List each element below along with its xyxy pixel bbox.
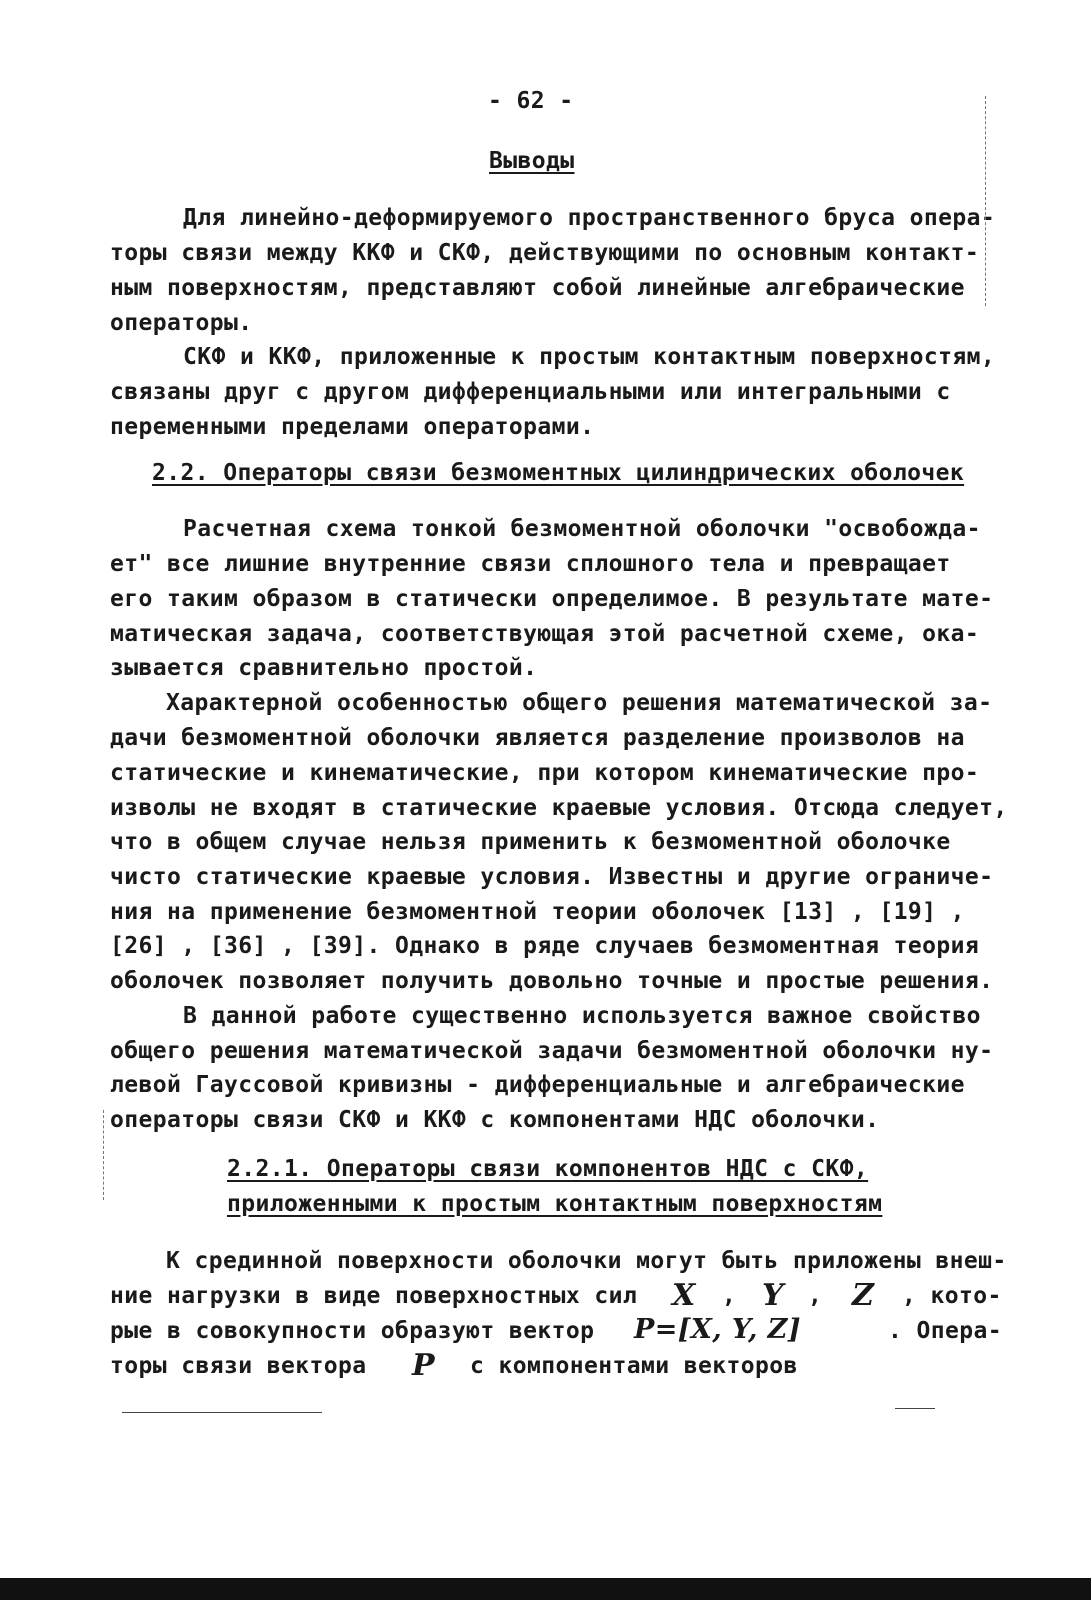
paragraph-line: СКФ и ККФ, приложенные к простым контактным поверхностям,	[183, 344, 996, 370]
paragraph-line: операторы связи СКФ и ККФ с компонентами НДС оболочки.	[110, 1107, 880, 1133]
section-2-2-heading: 2.2. Операторы связи безмоментных цилиндрических оболочек	[152, 460, 965, 486]
paragraph-line: Характерной особенностью общего решения математической за-	[166, 690, 993, 716]
paragraph-line: рые в совокупности образуют вектор	[110, 1318, 595, 1344]
comma: ,	[808, 1283, 823, 1309]
paragraph-line: Расчетная схема тонкой безмоментной оболочки "освобожда-	[183, 516, 981, 542]
paragraph-line: , кото-	[902, 1283, 1002, 1309]
conclusions-heading: Выводы	[489, 148, 575, 174]
paragraph-line: связаны друг с другом дифференциальными или интегральными с	[110, 379, 951, 405]
paragraph-line: Для линейно-деформируемого пространственного бруса опера-	[183, 205, 996, 231]
paragraph-line: матическая задача, соответствующая этой расчетной схеме, ока-	[110, 621, 980, 647]
paragraph-line: общего решения математической задачи безмоментной оболочки ну-	[110, 1038, 994, 1064]
symbol-y: Y	[762, 1278, 784, 1313]
symbol-x: X	[672, 1278, 696, 1313]
paragraph-line: К срединной поверхности оболочки могут быть приложены внеш-	[166, 1248, 1007, 1274]
paragraph-line: его таким образом в статически определимое. В результате мате-	[110, 586, 994, 612]
section-2-2-1-heading-line2: приложенными к простым контактным поверхностям	[227, 1191, 883, 1217]
paragraph-line: с компонентами векторов	[470, 1353, 798, 1379]
paragraph-line: оболочек позволяет получить довольно точные и простые решения.	[110, 968, 994, 994]
scan-artifact-line	[122, 1412, 322, 1413]
symbol-z: Z	[852, 1278, 875, 1313]
paragraph-line: операторы.	[110, 310, 253, 336]
paragraph-line: В данной работе существенно используется важное свойство	[183, 1003, 981, 1029]
scan-artifact-line	[895, 1408, 935, 1409]
paragraph-line: . Опера-	[888, 1318, 1002, 1344]
paragraph-line: чисто статические краевые условия. Известны и другие ограниче-	[110, 864, 994, 890]
scan-artifact-margin	[985, 96, 986, 306]
paragraph-line: торы связи вектора	[110, 1353, 367, 1379]
scan-bottom-edge	[0, 1578, 1091, 1600]
paragraph-line: ет" все лишние внутренние связи сплошного тела и превращает	[110, 551, 951, 577]
paragraph-line: ние нагрузки в виде поверхностных сил	[110, 1283, 638, 1309]
paragraph-line: изволы не входят в статические краевые условия. Отсюда следует,	[110, 795, 1008, 821]
paragraph-line: [26] , [36] , [39]. Однако в ряде случаев безмоментная теория	[110, 933, 980, 959]
section-2-2-1-heading-line1: 2.2.1. Операторы связи компонентов НДС с СКФ,	[227, 1156, 869, 1182]
paragraph-line: зывается сравнительно простой.	[110, 655, 538, 681]
page-number: - 62 -	[488, 88, 574, 114]
paragraph-line: ным поверхностям, представляют собой линейные алгебраические	[110, 275, 965, 301]
comma: ,	[722, 1283, 737, 1309]
symbol-p: P	[412, 1348, 435, 1383]
scan-artifact-margin	[103, 1110, 104, 1200]
paragraph-line: статические и кинематические, при котором кинематические про-	[110, 760, 980, 786]
paragraph-line: торы связи между ККФ и СКФ, действующими по основным контакт-	[110, 240, 980, 266]
paragraph-line: дачи безмоментной оболочки является разделение произволов на	[110, 725, 965, 751]
paragraph-line: что в общем случае нельзя применить к безмоментной оболочке	[110, 829, 951, 855]
paragraph-line: левой Гауссовой кривизны - дифференциальные и алгебраические	[110, 1072, 965, 1098]
paragraph-line: ния на применение безмоментной теории оболочек [13] , [19] ,	[110, 899, 965, 925]
vector-expression: P=[X, Y, Z]	[634, 1314, 801, 1345]
paragraph-line: переменными пределами операторами.	[110, 414, 595, 440]
